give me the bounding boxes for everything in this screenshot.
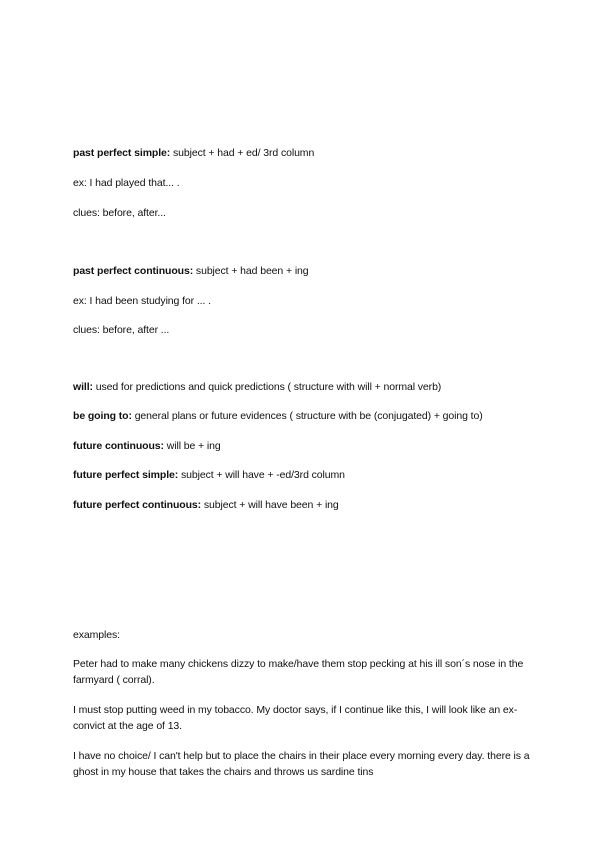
past-perfect-continuous-example: ex: I had been studying for ... . bbox=[73, 295, 211, 307]
example-sentence-1: Peter had to make many chickens dizzy to make/have them stop pecking at his ill son´s nose in the farmyard ( corral). bbox=[73, 658, 524, 686]
future-form-future-perfect-simple bbox=[73, 468, 345, 482]
rule-text: used for predictions and quick predictions ( structure with will + normal verb) bbox=[92, 381, 442, 393]
rule-text: subject + had + ed/ 3rd column bbox=[170, 147, 315, 159]
future-form-future-continuous bbox=[73, 439, 221, 453]
rule-text: will be + ing bbox=[163, 440, 221, 452]
past-perfect-continuous-clues: clues: before, after ... bbox=[73, 324, 170, 336]
rule-text: general plans or future evidences ( structure with be (conjugated) + going to) bbox=[131, 410, 483, 422]
rule-text: subject + had been + ing bbox=[193, 265, 309, 277]
rule-text: subject + will have been + ing bbox=[201, 499, 339, 511]
past-perfect-simple-example: ex: I had played that... . bbox=[73, 177, 180, 189]
example-sentence-2: I must stop putting weed in my tobacco. My doctor says, if I continue like this, I will look like an ex-convict at the age of 13. bbox=[73, 704, 518, 732]
past-perfect-simple-rule bbox=[73, 146, 314, 160]
examples-heading: examples: bbox=[73, 629, 120, 641]
term-label: future continuous: bbox=[73, 440, 164, 452]
term-label: future perfect continuous: bbox=[73, 499, 202, 511]
term-label: past perfect continuous: bbox=[73, 265, 194, 277]
past-perfect-continuous-rule bbox=[73, 264, 309, 278]
rule-text: subject + will have + -ed/3rd column bbox=[178, 469, 345, 481]
term-label: will: bbox=[73, 381, 93, 393]
term-label: be going to: bbox=[73, 410, 132, 422]
past-perfect-simple-clues: clues: before, after... bbox=[73, 207, 166, 219]
term-label: future perfect simple: bbox=[73, 469, 179, 481]
term-label: past perfect simple: bbox=[73, 147, 171, 159]
future-form-will bbox=[73, 380, 441, 394]
future-form-be-going-to bbox=[73, 409, 483, 423]
example-sentence-3: I have no choice/ I can't help but to place the chairs in their place every morning every day. there is a ghost in my house that takes the chairs and throws us sardine tins bbox=[73, 750, 530, 778]
future-form-future-perfect-continuous bbox=[73, 498, 339, 512]
